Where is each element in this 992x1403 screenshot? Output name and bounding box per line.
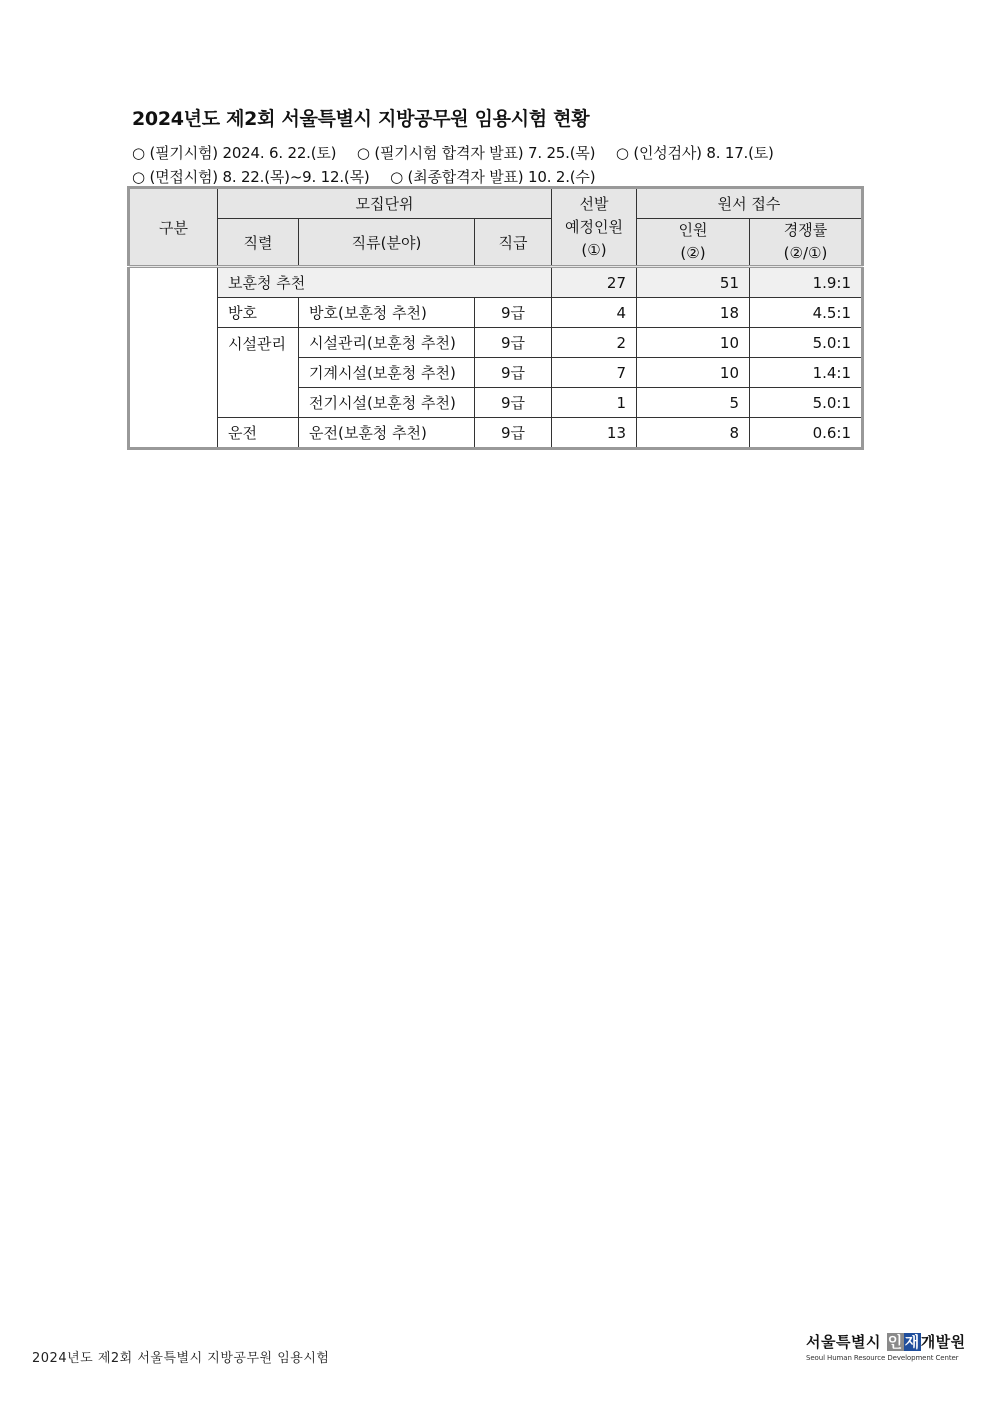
grade-cell: 9급 [475, 358, 552, 388]
header-ratio-line2: (②/①) [783, 244, 828, 262]
seoul-hrdc-logo [806, 1331, 966, 1362]
header-planned-line3: (①) [581, 240, 607, 259]
category-cell: 기계시설(보훈청 추천) [299, 358, 475, 388]
footer-text: 2024년도 제2회 서울특별시 지방공무원 임용시험 [32, 1351, 330, 1366]
applicants-cell: 8 [637, 418, 750, 449]
header-gubun: 구분 [129, 188, 218, 267]
page-title: 2024년도 제2회 서울특별시 지방공무원 임용시험 현황 [132, 108, 590, 130]
table-row-total [129, 267, 863, 298]
grade-cell: 9급 [475, 298, 552, 328]
applicants-cell: 10 [637, 328, 750, 358]
category-cell: 방호(보훈청 추천) [299, 298, 475, 328]
logo-text-4: 개발원 [920, 1333, 966, 1351]
header-series: 직렬 [218, 219, 299, 267]
schedule-personality-test: ○ (인성검사) 8. 17.(토) [615, 144, 774, 162]
total-applicants: 51 [637, 267, 750, 298]
table-row [129, 328, 863, 358]
total-label: 보훈청 추천 [218, 267, 552, 298]
category-cell: 전기시설(보훈청 추천) [299, 388, 475, 418]
ratio-cell: 0.6:1 [750, 418, 863, 449]
table-row [129, 298, 863, 328]
applicants-cell: 18 [637, 298, 750, 328]
series-cell: 운전 [218, 418, 299, 449]
header-planned [552, 188, 637, 267]
grade-cell: 9급 [475, 328, 552, 358]
grade-cell: 9급 [475, 388, 552, 418]
category-cell: 시설관리(보훈청 추천) [299, 328, 475, 358]
header-apply: 원서 접수 [637, 188, 863, 219]
header-category: 직류(분야) [299, 219, 475, 267]
schedule-written-exam: ○ (필기시험) 2024. 6. 22.(토) [132, 144, 337, 162]
schedule-final-result: ○ (최종합격자 발표) 10. 2.(수) [390, 168, 596, 186]
header-planned-line2: 예정인원 [565, 217, 623, 236]
header-planned-line1: 선발 [579, 194, 609, 213]
ratio-cell: 5.0:1 [750, 388, 863, 418]
header-recruit-unit: 모집단위 [218, 188, 552, 219]
header-ratio [750, 219, 863, 267]
schedule-line-2 [132, 166, 611, 187]
header-ratio-line1: 경쟁률 [783, 221, 828, 239]
logo-korean [806, 1331, 966, 1352]
logo-english: Seoul Human Resource Development Center [806, 1354, 959, 1362]
planned-cell: 13 [552, 418, 637, 449]
ratio-cell: 4.5:1 [750, 298, 863, 328]
category-cell: 운전(보훈청 추천) [299, 418, 475, 449]
exam-status-table [127, 186, 864, 450]
planned-cell: 1 [552, 388, 637, 418]
logo-text-1: 서울특별시 [806, 1333, 887, 1351]
series-cell: 방호 [218, 298, 299, 328]
planned-cell: 2 [552, 328, 637, 358]
gubun-cell [129, 267, 218, 449]
logo-text-3: 재 [904, 1333, 920, 1351]
planned-cell: 7 [552, 358, 637, 388]
applicants-cell: 5 [637, 388, 750, 418]
schedule-interview: ○ (면접시험) 8. 22.(목)~9. 12.(목) [132, 168, 370, 186]
applicants-cell: 10 [637, 358, 750, 388]
header-grade: 직급 [475, 219, 552, 267]
total-planned: 27 [552, 267, 637, 298]
schedule-written-result: ○ (필기시험 합격자 발표) 7. 25.(목) [356, 144, 596, 162]
planned-cell: 4 [552, 298, 637, 328]
series-cell: 시설관리 [218, 328, 299, 418]
header-applicants [637, 219, 750, 267]
logo-text-2: 인 [887, 1333, 903, 1351]
table-row [129, 418, 863, 449]
ratio-cell: 5.0:1 [750, 328, 863, 358]
total-ratio: 1.9:1 [750, 267, 863, 298]
ratio-cell: 1.4:1 [750, 358, 863, 388]
header-applicants-line2: (②) [680, 244, 706, 262]
schedule-line-1 [132, 142, 790, 163]
grade-cell: 9급 [475, 418, 552, 449]
header-applicants-line1: 인원 [678, 221, 708, 239]
